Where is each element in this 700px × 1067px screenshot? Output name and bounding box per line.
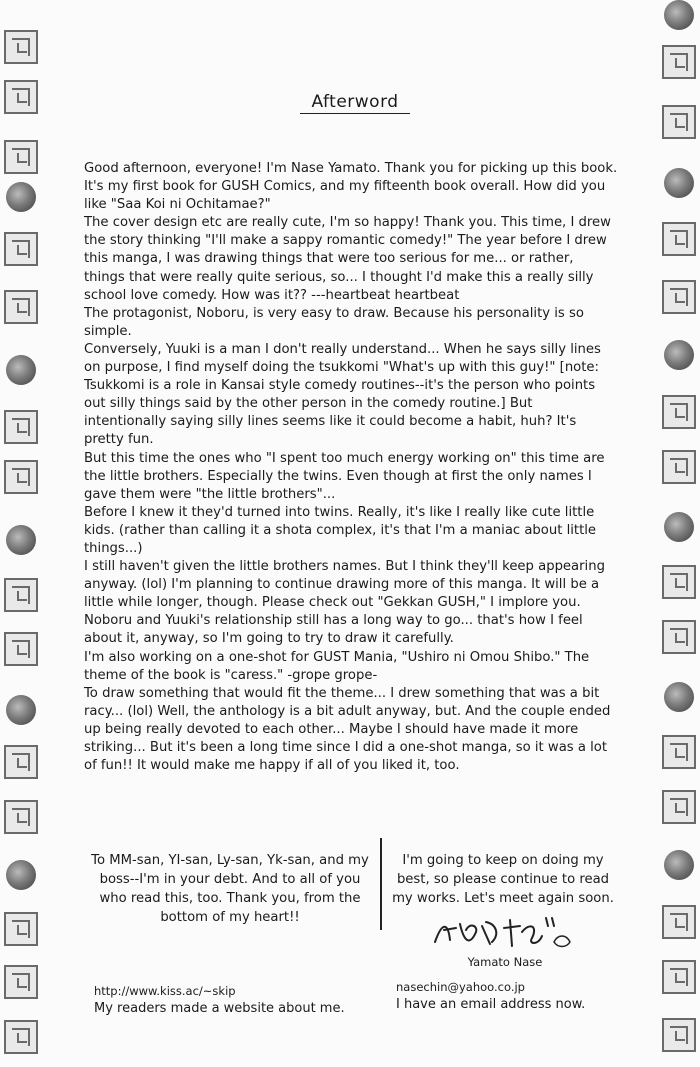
paragraph: The protagonist, Noboru, is very easy to draw. Because his personality is so simple. — [84, 305, 584, 339]
dot-ornament — [6, 525, 36, 555]
meander-tile — [662, 565, 696, 599]
email-address[interactable]: nasechin@yahoo.co.jp — [396, 980, 525, 994]
dot-ornament — [6, 860, 36, 890]
meander-tile — [662, 450, 696, 484]
paragraph: The cover design etc are really cute, I'm so happy! Thank you. This time, I drew the story thinking "I'll make a sappy romantic comedy!" The year before I drew this manga, I was drawing things that were too serious for me... or rather, things that were really quite serious, so... I thought I'd make this a really silly school love comedy. How was it?? ---heartbeat heartbeat — [84, 215, 611, 303]
email-caption: I have an email address now. — [396, 997, 586, 1012]
meander-tile — [4, 745, 38, 779]
handwritten-signature — [430, 912, 580, 954]
vertical-divider — [380, 838, 382, 930]
meander-tile — [662, 280, 696, 314]
meander-tile — [662, 105, 696, 139]
meander-tile — [4, 1020, 38, 1054]
meander-tile — [662, 620, 696, 654]
meander-tile — [662, 905, 696, 939]
meander-tile — [4, 140, 38, 174]
website-info — [94, 982, 345, 1018]
left-decorative-border — [0, 0, 42, 1067]
meander-tile — [4, 632, 38, 666]
meander-tile — [662, 395, 696, 429]
dot-ornament — [6, 182, 36, 212]
paragraph: To draw something that would fit the theme... I drew something that was a bit racy... (lol) Well, the anthology is a bit adult anyway, but. And the couple ended up being really devoted to each other... Maybe I should have made it more striking... But it's been a long time since I did a one-shot manga, so it was a lot of fun!! It would make me happy if all of you liked it, too. — [84, 685, 611, 774]
meander-tile — [4, 290, 38, 324]
dot-ornament — [664, 168, 694, 198]
meander-tile — [662, 222, 696, 256]
dot-ornament — [664, 0, 694, 30]
paragraph: Before I knew it they'd turned into twins. Really, it's like I really like cute little kids. (rather than calling it a shota complex, it's that I'm a maniac about little things...) — [84, 504, 597, 556]
meander-tile — [4, 232, 38, 266]
thanks-note: To MM-san, YI-san, Ly-san, Yk-san, and my boss--I'm in your debt. And to all of you who read this, too. Thank you, from the bottom of my heart!! — [91, 853, 369, 925]
paragraph: I'm also working on a one-shot for GUST Mania, "Ushiro ni Omou Shibo." The theme of the book is "caress." -grope grope- — [84, 649, 590, 683]
request-note: I'm going to keep on doing my best, so please continue to read my works. Let's meet again soon. — [392, 853, 614, 906]
website-url[interactable]: http://www.kiss.ac/~skip — [94, 984, 236, 998]
meander-tile — [4, 30, 38, 64]
dot-ornament — [6, 695, 36, 725]
email-info — [396, 978, 585, 1014]
meander-tile — [4, 578, 38, 612]
dot-ornament — [664, 682, 694, 712]
dot-ornament — [664, 850, 694, 880]
dot-ornament — [6, 355, 36, 385]
paragraph: I still haven't given the little brothers names. But I think they'll keep appearing anyway. (lol) I'm planning to continue drawing more of this manga. It will be a little while longer, though. Please check out "Gekkan GUSH," I implore you. Noboru and Yuuki's relationship still has a long way to go... that's how I feel about it, anyway, so I'm going to try to draw it carefully. — [84, 559, 605, 647]
dot-ornament — [664, 512, 694, 542]
meander-tile — [4, 800, 38, 834]
signature-name: Yamato Nase — [467, 955, 543, 969]
meander-tile — [662, 735, 696, 769]
paragraph: But this time the ones who "I spent too much energy working on" this time are the little brothers. Especially the twins. Even though at first the only names I gave them were "the little brothers"... — [84, 450, 605, 502]
meander-tile — [4, 460, 38, 494]
meander-tile — [4, 912, 38, 946]
right-decorative-border — [658, 0, 700, 1067]
meander-tile — [4, 410, 38, 444]
meander-tile — [662, 45, 696, 79]
meander-tile — [662, 790, 696, 824]
afterword-body — [84, 160, 618, 775]
meander-tile — [662, 960, 696, 994]
website-caption: My readers made a website about me. — [94, 1001, 345, 1016]
meander-tile — [4, 965, 38, 999]
meander-tile — [4, 80, 38, 114]
paragraph: Conversely, Yuuki is a man I don't really understand... When he says silly lines on purpose, I find myself doing the tsukkomi "What's up with this guy!" [note: Tsukkomi is a role in Kansai style comedy routines--it's the person who points out silly things said by the other person in the comedy routine.] But intentionally saying silly lines seems like it could become a habit, huh? It's pretty fun. — [84, 341, 601, 448]
page-title: Afterword — [300, 92, 410, 114]
meander-tile — [662, 1018, 696, 1052]
paragraph: Good afternoon, everyone! I'm Nase Yamato. Thank you for picking up this book. It's my first book for GUSH Comics, and my fifteenth book overall. How did you like "Saa Koi ni Ochitamae?" — [84, 161, 618, 213]
dot-ornament — [664, 340, 694, 370]
